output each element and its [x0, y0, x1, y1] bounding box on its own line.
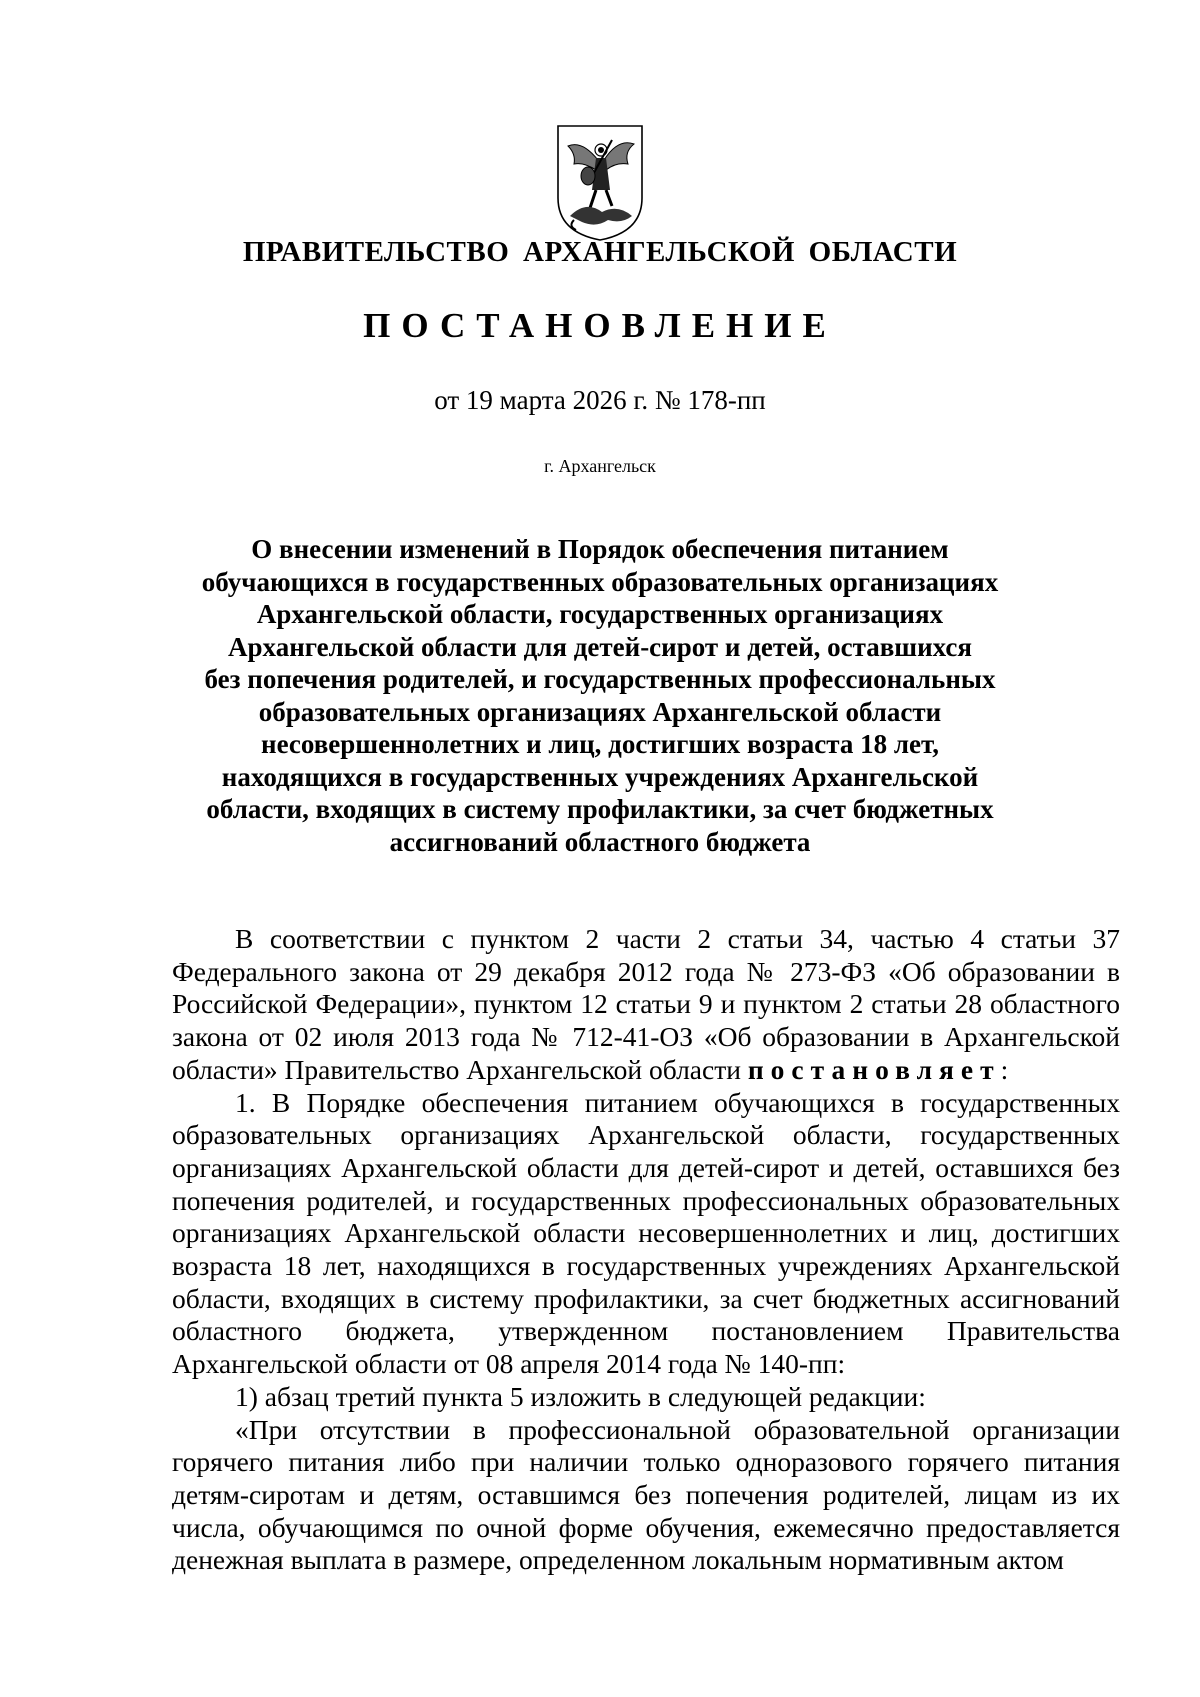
- organization-name: ПРАВИТЕЛЬСТВО АРХАНГЕЛЬСКОЙ ОБЛАСТИ: [242, 236, 958, 268]
- document-body: [172, 923, 1120, 1577]
- subpoint-1-paragraph: 1) абзац третий пункта 5 изложить в следующей редакции:: [235, 1380, 926, 1412]
- title-line: Архангельской области, государственных организациях: [256, 599, 944, 629]
- title-line: находящихся в государственных учреждениях Архангельской: [221, 761, 979, 792]
- preamble-paragraph: [172, 923, 1120, 1087]
- coat-of-arms-icon: [552, 120, 648, 244]
- quote-paragraph: «При отсутствии в профессиональной образовательной организации горячего питания либо при наличии только одноразового горячего питания детям-сиротам и детям, оставшимся без попечения родителей, лицам из их числа, обучающимся по очной форме обучения, ежемесячно предоставляется денежная выплата в размере, определенном локальным нормативным актом: [172, 1413, 1120, 1576]
- title-line: области, входящих в систему профилактики, за счет бюджетных: [206, 794, 994, 824]
- decree-word: постановляет: [747, 1053, 1001, 1085]
- title-line: несовершеннолетних и лиц, достигших возраста 18 лет,: [261, 729, 939, 759]
- point-1-paragraph: 1. В Порядке обеспечения питанием обучающихся в государственных образовательных организациях Архангельской области, государственных организациях Архангельской области для детей-сирот и детей, оставшихся без попечения родителей, и государственных профессиональных образовательных организациях Архангельской области несовершеннолетних и лиц, достигших возраста 18 лет, находящихся в государственных учреждениях Архангельской области, входящих в систему профилактики, за счет бюджетных ассигнований областного бюджета, утвержденном постановлением Правительства Архангельской области от 08 апреля 2014 года № 140-пп:: [172, 1086, 1120, 1380]
- title-line: без попечения родителей, и государственных профессиональных: [204, 664, 996, 694]
- document-date-number: от 19 марта 2026 г. № 178-пп: [434, 385, 766, 415]
- title-line: Архангельской области для детей-сирот и детей, оставшихся: [228, 631, 972, 662]
- decree-colon: :: [1000, 1053, 1009, 1085]
- document-title: [160, 533, 1040, 858]
- title-line: образовательных организациях Архангельской области: [258, 696, 942, 727]
- title-line: обучающихся в государственных образовательных организациях: [201, 566, 999, 597]
- document-type: ПОСТАНОВЛЕНИЕ: [363, 306, 837, 345]
- city-name: г. Архангельск: [544, 456, 656, 476]
- title-line: ассигнований областного бюджета: [389, 826, 811, 857]
- preamble-text: В соответствии с пунктом 2 части 2 статьи 34, частью 4 статьи 37 Федерального закона от 29 декабря 2012 года № 273-ФЗ «Об образовании в Российской Федерации», пунктом 12 статьи 9 и пунктом 2 статьи 28 областного закона от 02 июля 2013 года № 712-41-ОЗ «Об образовании в Архангельской области» Правительство Архангельской области: [172, 923, 1120, 1085]
- title-line: О внесении изменений в Порядок обеспечения питанием: [251, 534, 949, 564]
